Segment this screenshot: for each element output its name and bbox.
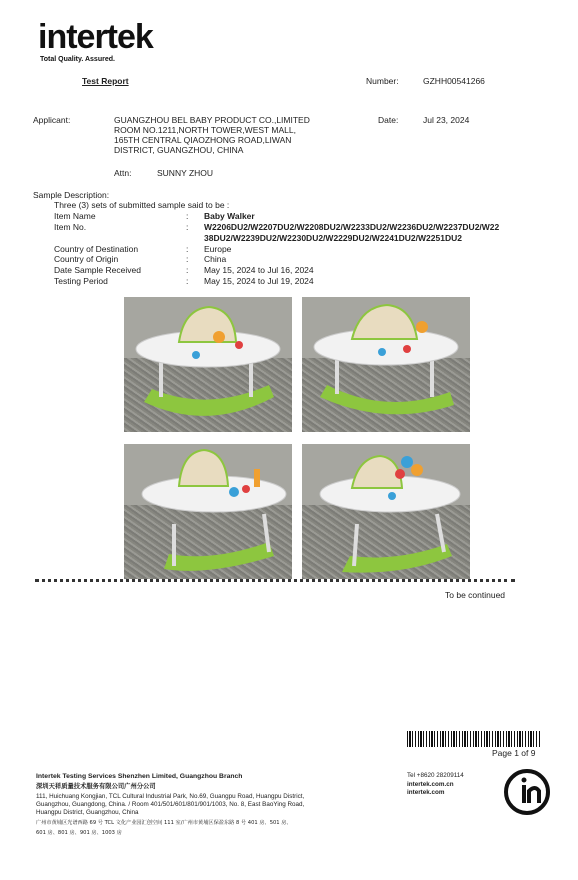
footer-address-cn: 广州市黄埔区光谱西路 69 号 TCL 文化产业园汇创空间 111 室/广州市黄埔区保盈东路 8 号 401 房、501 房、: [36, 820, 292, 826]
destination-value: Europe: [204, 244, 232, 254]
to-be-continued: To be continued: [445, 590, 506, 600]
attn-label: Attn:: [114, 168, 132, 178]
colon: :: [186, 265, 189, 275]
applicant-line: GUANGZHOU BEL BABY PRODUCT CO.,LIMITED: [114, 115, 310, 125]
intertek-logo: intertek: [38, 18, 153, 56]
destination-label: Country of Destination: [54, 244, 139, 254]
intertek-seal-icon: [502, 767, 552, 817]
colon: :: [186, 244, 189, 254]
sample-photo: [124, 297, 292, 432]
applicant-line: ROOM NO.1211,NORTH TOWER,WEST MALL,: [114, 125, 296, 135]
footer-tel: Tel +8620 28209114: [407, 772, 464, 779]
date-label: Date:: [378, 115, 399, 125]
item-no-label: Item No.: [54, 222, 87, 232]
page-number: Page 1 of 9: [492, 748, 536, 758]
item-no-value-cont: 38DU2/W2239DU2/W2230DU2/W2229DU2/W2241DU2/W2251DU2: [204, 233, 462, 243]
applicant-line: DISTRICT, GUANGZHOU, CHINA: [114, 145, 244, 155]
testing-period-value: May 15, 2024 to Jul 19, 2024: [204, 276, 314, 286]
colon: :: [186, 222, 189, 232]
number-label: Number:: [366, 76, 399, 86]
item-no-value: W2206DU2/W2207DU2/W2208DU2/W2233DU2/W2236DU2/W2237DU2/W22: [204, 222, 500, 232]
barcode: [407, 731, 541, 747]
footer-address: Huangpu District, Guangzhou, China: [36, 809, 139, 816]
sample-photo: [302, 444, 470, 579]
footer-web: intertek.com: [407, 789, 445, 796]
date-value: Jul 23, 2024: [423, 115, 470, 125]
sample-intro: Three (3) sets of submitted sample said to be :: [54, 200, 230, 210]
sample-photo: [302, 297, 470, 432]
colon: :: [186, 254, 189, 264]
applicant-block: [114, 115, 310, 155]
footer-web-cn: intertek.com.cn: [407, 781, 454, 788]
footer-company: Intertek Testing Services Shenzhen Limited, Guangzhou Branch: [36, 773, 243, 780]
sample-photo: [124, 444, 292, 579]
footer-address: Guangzhou, Guangdong, China. / Room 401/501/601/801/901/1003, No. 8, East BaoYing Road,: [36, 801, 305, 808]
testing-period-label: Testing Period: [54, 276, 108, 286]
applicant-label: Applicant:: [33, 115, 71, 125]
item-name-label: Item Name: [54, 211, 96, 221]
footer-address: 111, Huichuang Kongjian, TCL Cultural Industrial Park, No.69, Guangpu Road, Huangpu District,: [36, 793, 305, 800]
attn-value: SUNNY ZHOU: [157, 168, 214, 178]
footer-address-cn: 601 房、801 房、901 房、1003 房: [36, 830, 122, 836]
sample-heading: Sample Description:: [33, 190, 110, 200]
report-title: Test Report: [82, 76, 129, 86]
colon: :: [186, 211, 189, 221]
colon: :: [186, 276, 189, 286]
item-name-value: Baby Walker: [204, 211, 255, 221]
applicant-line: 165TH CENTRAL QIAOZHONG ROAD,LIWAN: [114, 135, 292, 145]
tagline: Total Quality. Assured.: [40, 56, 115, 63]
received-value: May 15, 2024 to Jul 16, 2024: [204, 265, 314, 275]
received-label: Date Sample Received: [54, 265, 141, 275]
number-value: GZHH00541266: [423, 76, 485, 86]
origin-label: Country of Origin: [54, 254, 119, 264]
origin-value: China: [204, 254, 227, 264]
footer-company-cn: 深圳天祥质量技术服务有限公司广州分公司: [36, 783, 156, 790]
dotted-separator: [35, 579, 515, 582]
